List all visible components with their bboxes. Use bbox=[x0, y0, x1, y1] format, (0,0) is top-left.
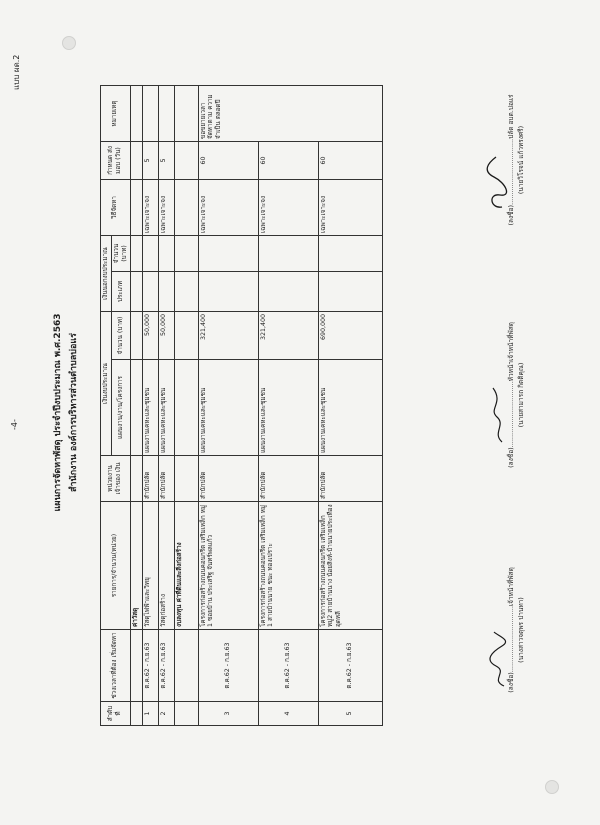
header-unit: หน่วยงาน เจ้าของ เงิน bbox=[101, 456, 131, 502]
header-note: หมายเหตุ bbox=[101, 85, 131, 141]
header-amount: จำนวน (บาท) bbox=[111, 312, 130, 360]
signature-name: (นายสามารถ กิตติคุณ) bbox=[517, 362, 525, 428]
table-row: งบลงทุน ค่าที่ดินและสิ่งก่อสร้าง bbox=[174, 85, 198, 725]
header-plan: แผนงาน/งาน/โครงการ bbox=[111, 360, 130, 456]
handwritten-signature bbox=[484, 153, 510, 213]
table-row: ค่าวัสดุ bbox=[130, 85, 142, 725]
header-seq: ลำดับ ที่ bbox=[101, 702, 131, 726]
table-row: 4 ต.ค.62 - ก.ย.63 โครงการก่อสร้างถนนคอนกรีต เสริมเหล็ก หมู่ 1 สายบ้านนาย ชนะ ทองเปราะ สำนักปลัด แผนงานเคหะและชุมชน 321,400 เฉพาะเจาะจง 60 bbox=[258, 85, 318, 725]
procurement-table bbox=[100, 85, 383, 726]
header-budget-source: เงินงบประมาณ bbox=[101, 312, 112, 456]
header-method: วิธีจัดหา bbox=[101, 179, 131, 235]
handwritten-signature bbox=[488, 385, 510, 445]
document-subtitle: สำนักงาน องค์การบริหารส่วนตำบลบ่อแร่ bbox=[69, 333, 79, 492]
signature-label: (ลงชื่อ)................................เจ้าหน้าที่พัสดุ bbox=[507, 567, 515, 693]
signature-label: (ลงชื่อ)................................หัวหน้าเจ้าหน้าที่พัสดุ bbox=[507, 322, 515, 468]
table-row: 2 ต.ค.62 - ก.ย.63 วัสดุก่อสร้าง สำนักปลัด แผนงานเคหะและชุมชน 50,000 เฉพาะเจาะจง 5 bbox=[158, 85, 174, 725]
signature-label: (ลงชื่อ)................................ปลัด อบต.บ่อแร่ bbox=[507, 94, 515, 226]
signature-name: (นางสาวจตุพร ปานทา) bbox=[517, 597, 525, 663]
header-nb-type: ประเภท bbox=[111, 272, 130, 312]
page-number: -4- bbox=[10, 419, 19, 430]
signature-name: (นายวิโรจน์ แก้วทรงศรี) bbox=[517, 125, 525, 195]
table-row: 3 ต.ค.62 - ก.ย.63 โครงการก่อสร้างถนนคอนกรีต เสริมเหล็ก หมู่ 1 ซอยบ้าน ประเสริฐ จันทร์พลแก้ว สำนักปลัด แผนงานเคหะและชุมชน 321,400 เฉพาะเจาะจง 60 ขอขยายเวลา จัดหาตาม ความ จำเป็น ตลอดปี bbox=[198, 85, 258, 725]
table-row: 1 ต.ค.62 - ก.ย.63 วัสดุไฟฟ้าและวิทยุ สำนักปลัด แผนงานเคหะและชุมชน 50,000 เฉพาะเจาะจง 5 bbox=[142, 85, 158, 725]
table-row: 5 ต.ค.62 - ก.ย.63 โครงการก่อสร้างถนนคอนกรีต เสริมเหล็ก หมู่2 สายบ้านนาง น้อยสิงห์-บ้านนายประเทือง อุดหลี สำนักปลัด แผนงานเคหะและชุมชน 690,000 เฉพาะเจาะจง 60 bbox=[318, 85, 382, 725]
document-title: แผนการจัดหาพัสดุ ประจำปีงบประมาณ พ.ศ.2563 bbox=[53, 313, 63, 512]
header-nb-amount: จำนวน (บาท) bbox=[111, 235, 130, 271]
header-nonbudget: เงินนอกงบประมาณ bbox=[101, 235, 112, 311]
handwritten-signature bbox=[488, 630, 510, 690]
header-deadline: กำหนด ส่งมอบ (วัน) bbox=[101, 141, 131, 179]
form-number: แบบ ผด.2 bbox=[12, 54, 21, 90]
header-items: รายการ/จำนวน(หน่วย) bbox=[101, 502, 131, 630]
header-period: ช่วงเวลาที่ต้อง เริ่มจัดหา bbox=[101, 630, 131, 702]
